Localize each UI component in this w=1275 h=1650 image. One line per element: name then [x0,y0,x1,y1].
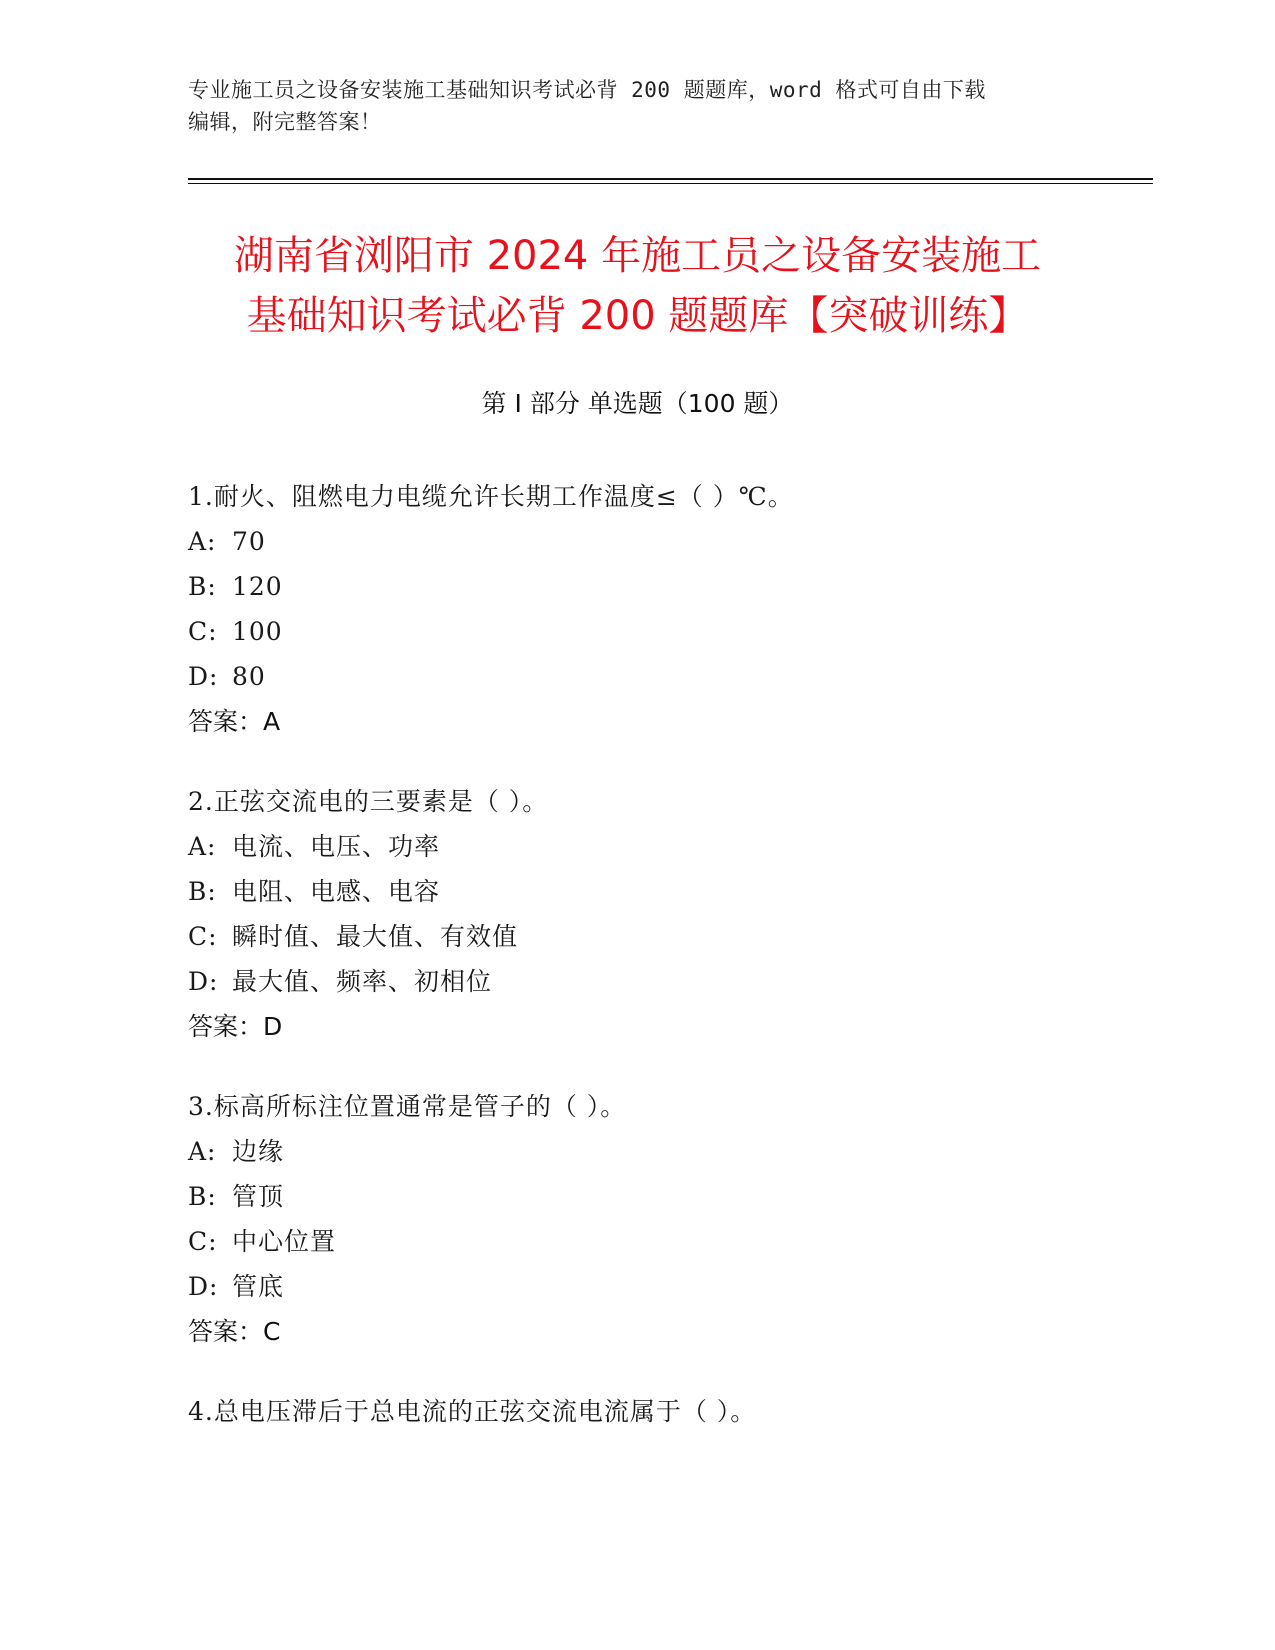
option-b [188,564,1148,609]
option-letter: A: [188,527,217,556]
answer-line: 答案：C [188,1317,281,1346]
document-title-line-1: 湖南省浏阳市 2024 年施工员之设备安装施工 [233,233,1042,279]
option-letter: A: [188,1137,217,1166]
option-letter: D: [188,1272,219,1301]
question-stem: 1.耐火、阻燃电力电缆允许长期工作温度≤（ ）℃。 [188,482,794,511]
option-letter: B: [188,877,217,906]
question-stem: 4.总电压滞后于总电流的正弦交流电流属于（ ）。 [188,1397,757,1426]
question-stem: 3.标高所标注位置通常是管子的（ ）。 [188,1092,627,1121]
option-text: 管底 [232,1272,285,1301]
option-letter: D: [188,662,219,691]
document-title [150,226,1125,346]
header-divider-thick [188,178,1153,180]
option-letter: C: [188,1227,218,1256]
question-item [188,779,1148,1049]
option-text: 120 [232,572,283,601]
question-list [188,474,1148,1469]
option-d [188,1264,1148,1309]
question-item [188,474,1148,744]
header-note-line-2: 编辑，附完整答案！ [188,110,382,134]
option-letter: C: [188,617,218,646]
option-text: 电阻、电感、电容 [232,877,441,906]
option-text: 瞬时值、最大值、有效值 [232,922,519,951]
header-divider-thin [188,183,1153,184]
answer-line: 答案：D [188,1012,283,1041]
option-text: 管顶 [232,1182,285,1211]
option-letter: A: [188,832,217,861]
question-item [188,1084,1148,1354]
option-a [188,824,1148,869]
header-note-line-1: 专业施工员之设备安装施工基础知识考试必背 200 题题库，word 格式可自由下载 [188,78,986,102]
option-text: 边缘 [232,1137,285,1166]
option-b [188,1174,1148,1219]
option-text: 100 [232,617,283,646]
question-stem: 2.正弦交流电的三要素是（ ）。 [188,787,549,816]
option-c [188,1219,1148,1264]
section-heading: 第 I 部分 单选题（100 题） [481,389,794,418]
option-a [188,519,1148,564]
header-note [188,74,1068,138]
document-title-line-2: 基础知识考试必背 200 题题库【突破训练】 [246,293,1029,339]
option-d [188,959,1148,1004]
option-d [188,654,1148,699]
option-text: 70 [232,527,266,556]
option-letter: D: [188,967,219,996]
option-text: 最大值、频率、初相位 [232,967,493,996]
option-text: 80 [232,662,266,691]
question-item [188,1389,1148,1434]
option-text: 中心位置 [232,1227,337,1256]
option-letter: B: [188,572,217,601]
option-letter: B: [188,1182,217,1211]
answer-line: 答案：A [188,707,281,736]
option-c [188,609,1148,654]
option-b [188,869,1148,914]
option-c [188,914,1148,959]
option-a [188,1129,1148,1174]
option-text: 电流、电压、功率 [232,832,441,861]
option-letter: C: [188,922,218,951]
